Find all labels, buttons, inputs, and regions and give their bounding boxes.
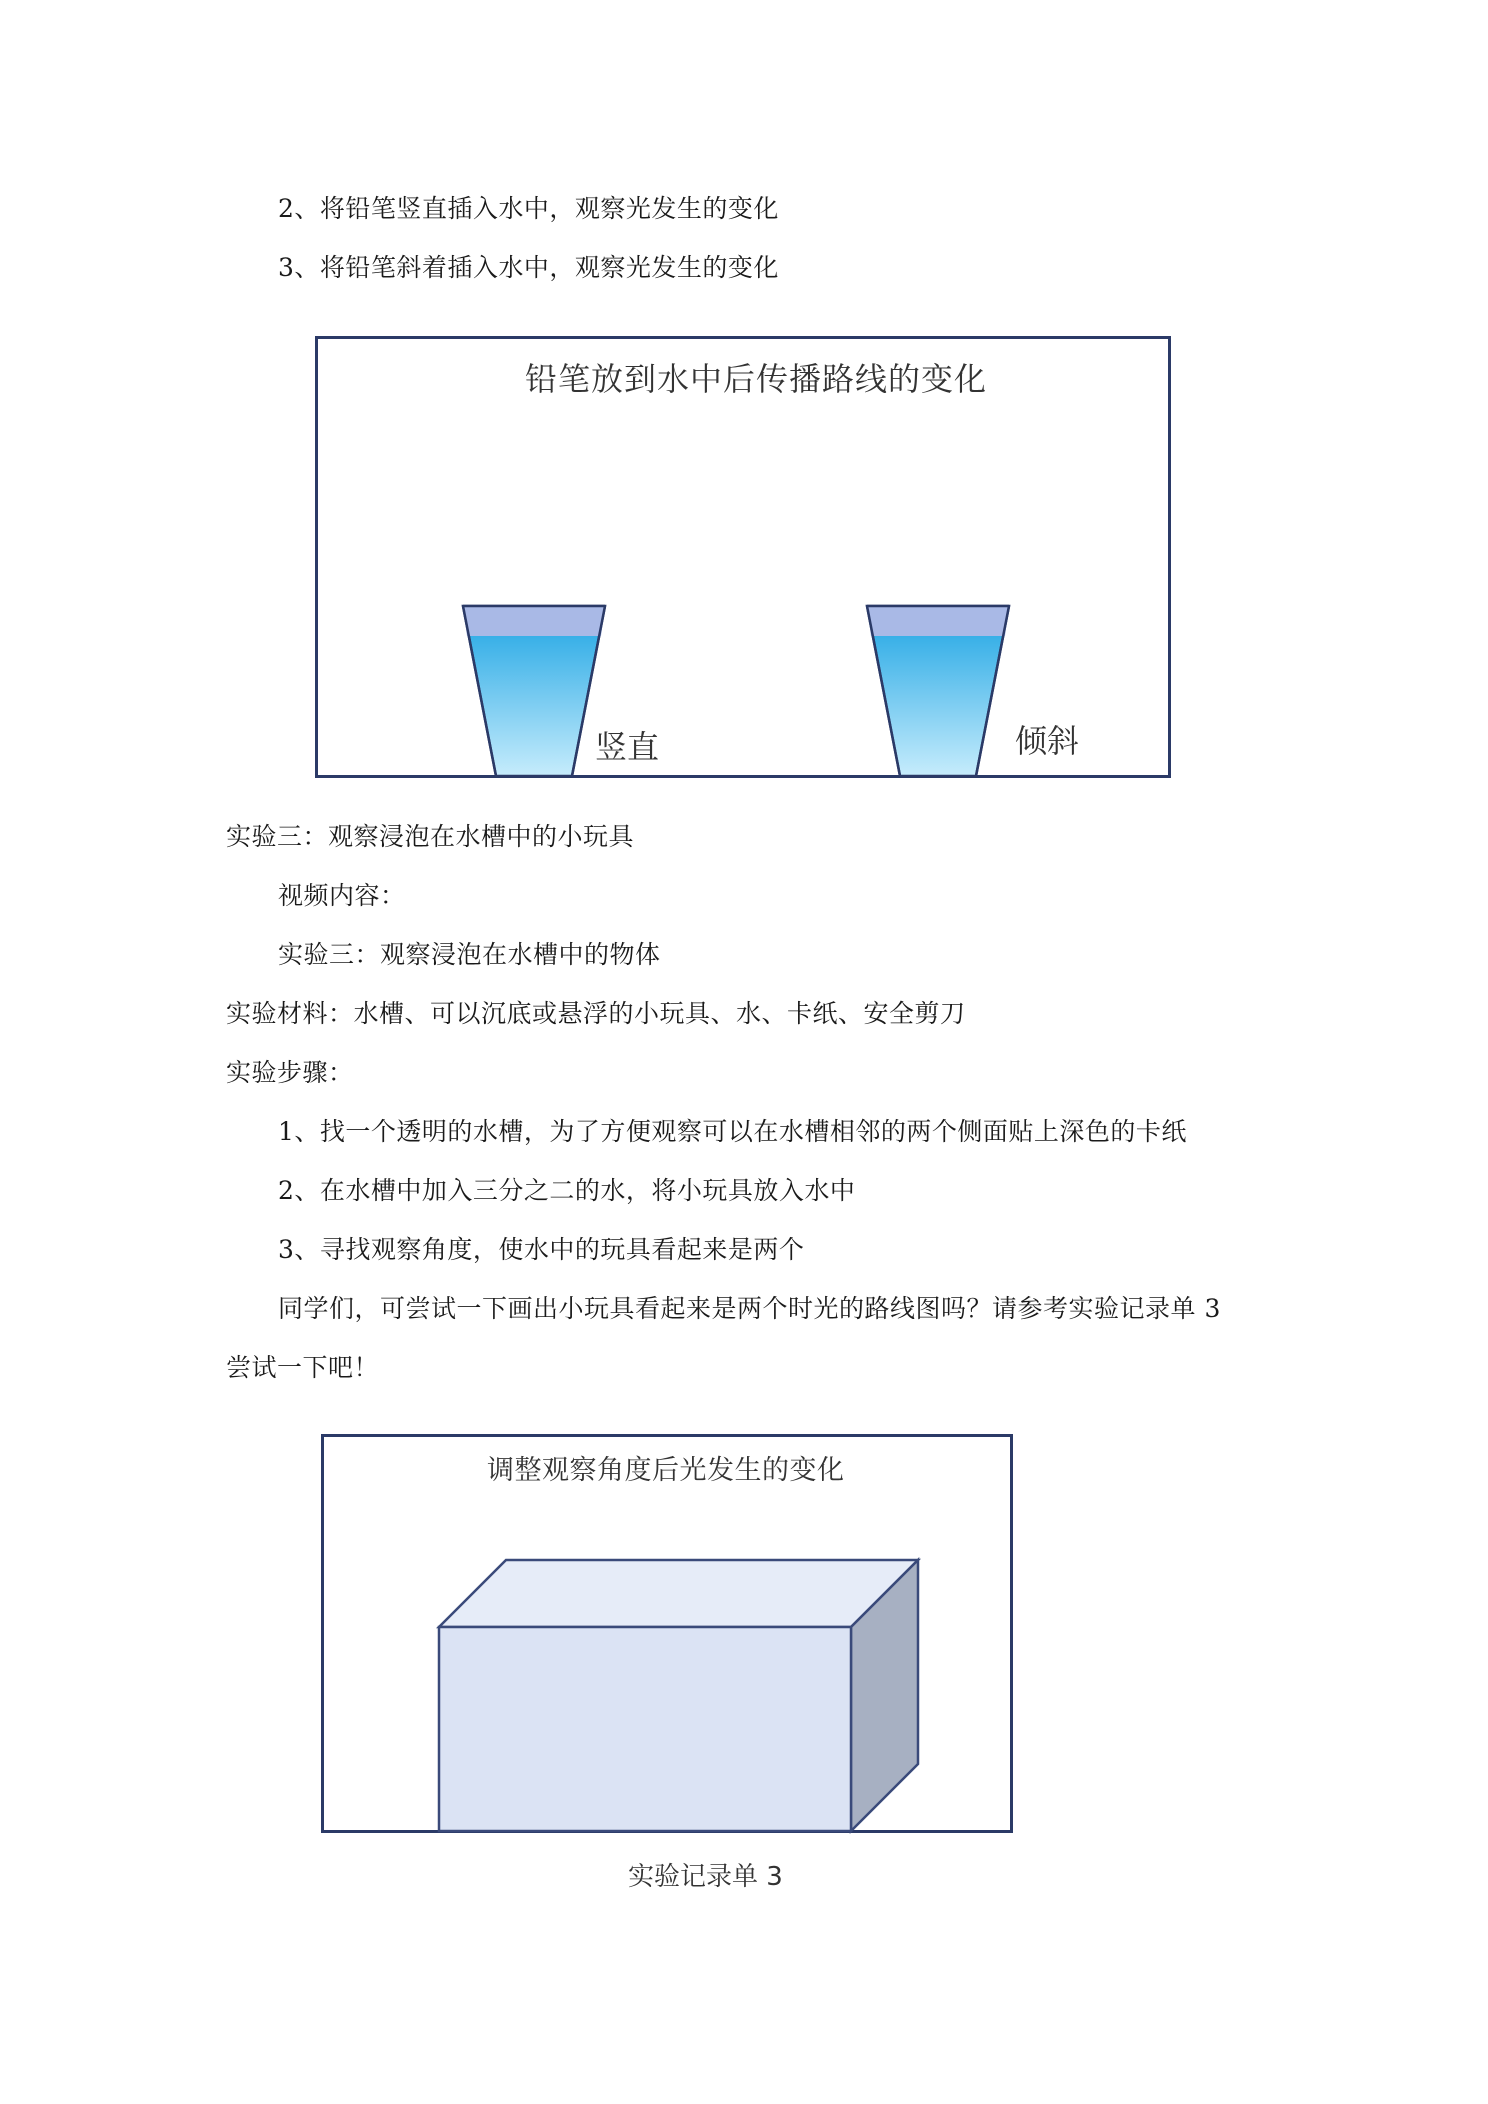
figure-frame <box>317 338 1170 777</box>
text-line-5: 实验三：观察浸泡在水槽中的物体 <box>278 940 661 969</box>
text-line-8: 1、找一个透明的水槽，为了方便观察可以在水槽相邻的两个侧面贴上深色的卡纸 <box>278 1117 1187 1146</box>
text-line-11: 同学们，可尝试一下画出小玩具看起来是两个时光的路线图吗？请参考实验记录单 3 <box>278 1294 1221 1323</box>
text-line-3: 实验三：观察浸泡在水槽中的小玩具 <box>226 822 635 851</box>
figure-pencil-svg <box>315 336 1171 778</box>
figure-tank-caption: 实验记录单 3 <box>628 1862 783 1892</box>
text-line-10: 3、寻找观察角度，使水中的玩具看起来是两个 <box>278 1235 805 1264</box>
figure-pencil-in-water <box>315 336 1171 778</box>
label-vertical: 竖直 <box>595 728 660 766</box>
text-line-4: 视频内容： <box>278 881 406 910</box>
text-line-6: 实验材料：水槽、可以沉底或悬浮的小玩具、水、卡纸、安全剪刀 <box>226 999 966 1028</box>
text-line-1: 2、将铅笔竖直插入水中，观察光发生的变化 <box>278 194 779 223</box>
figure-tank-title: 调整观察角度后光发生的变化 <box>487 1455 845 1486</box>
figure-pencil-title: 铅笔放到水中后传播路线的变化 <box>525 360 988 398</box>
tank-box <box>439 1560 918 1831</box>
text-line-7: 实验步骤： <box>226 1058 354 1087</box>
text-line-9: 2、在水槽中加入三分之二的水，将小玩具放入水中 <box>278 1176 856 1205</box>
text-line-2: 3、将铅笔斜着插入水中，观察光发生的变化 <box>278 253 779 282</box>
text-line-12: 尝试一下吧！ <box>226 1353 380 1382</box>
figure-water-tank <box>321 1434 1013 1834</box>
label-tilted: 倾斜 <box>1015 722 1080 760</box>
figure-tank-svg <box>321 1434 1013 1834</box>
